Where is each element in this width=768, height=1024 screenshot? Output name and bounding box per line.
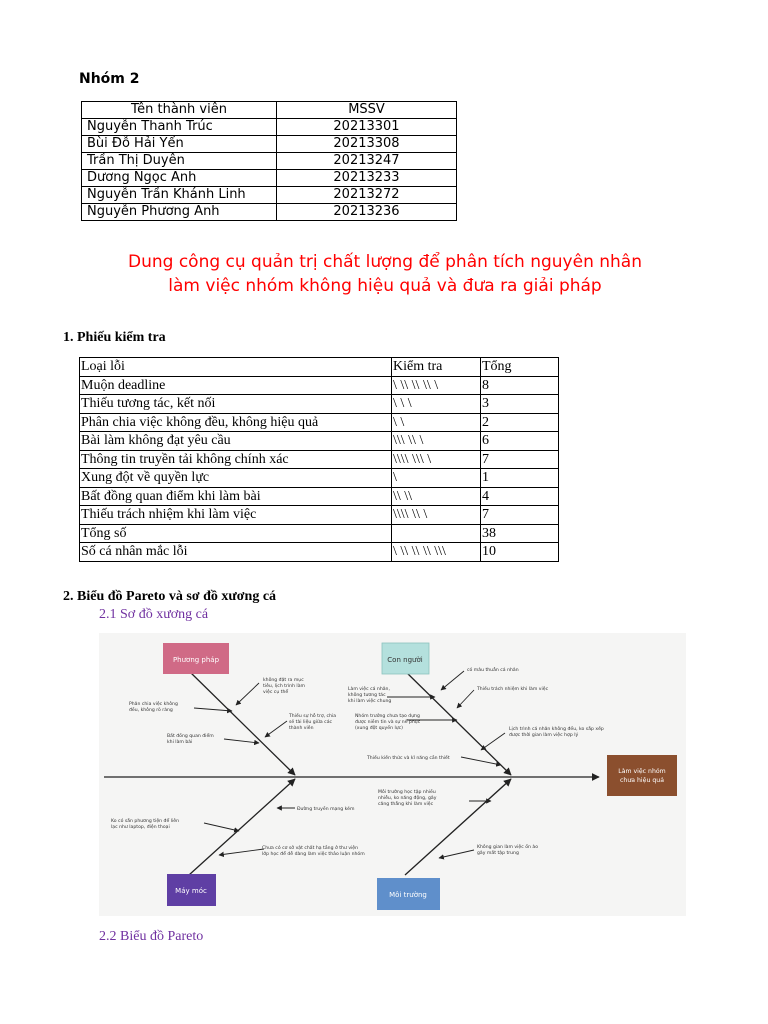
- member-id-cell: 20213272: [277, 187, 457, 204]
- check-sheet-row: [80, 487, 559, 506]
- cause-text-pp1: [263, 676, 306, 695]
- cause-line: Chưa có cơ sở vật chất hạ tầng ở thư viện: [262, 846, 359, 851]
- section-2-heading: 2. Biểu đồ Pareto và sơ đồ xương cá: [63, 589, 277, 604]
- header-cell-name: Tên thành viên: [82, 102, 277, 119]
- cause-line: đều, không rõ ràng: [129, 708, 173, 713]
- arrow-cn5: [481, 733, 505, 750]
- members-header-row: [82, 102, 457, 119]
- member-row: [82, 187, 457, 204]
- arrow-cn1: [441, 671, 464, 690]
- check-sheet-row: [80, 395, 559, 414]
- check-sheet-row: [80, 432, 559, 451]
- check-sheet-row: [80, 450, 559, 469]
- cause-line: sẻ tài liệu giữa các: [289, 720, 333, 725]
- arrow-pp4: [224, 739, 259, 743]
- error-type-cell: Loại lỗi: [80, 358, 392, 377]
- cause-line: được thời gian làm việc hợp lý: [509, 733, 579, 738]
- check-sheet-table: [79, 357, 559, 562]
- total-cell: 2: [481, 413, 559, 432]
- tally-cell: Kiểm tra: [392, 358, 481, 377]
- error-type-cell: Thiếu trách nhiệm khi làm việc: [80, 506, 392, 525]
- cause-line: được niềm tin và sự nể phục: [355, 720, 421, 725]
- label-moi-truong: Môi trường: [389, 891, 427, 899]
- tally-cell: \\\\ \\ \: [392, 506, 481, 525]
- header-cell-id: MSSV: [277, 102, 457, 119]
- tally-cell: \ \\ \\ \\ \: [392, 376, 481, 395]
- cause-text-mt1: [378, 787, 437, 807]
- cause-line: nhiễu, ko năng động, gây: [378, 796, 437, 801]
- error-type-cell: Thông tin truyền tải không chính xác: [80, 450, 392, 469]
- tally-cell: \\\\ \\\ \: [392, 450, 481, 469]
- cause-line: không đặt ra mục: [263, 678, 304, 683]
- cause-text-cn4: [355, 712, 421, 731]
- cause-line: gây mất tập trung: [477, 851, 519, 856]
- member-id-cell: 20213247: [277, 153, 457, 170]
- member-id-cell: 20213301: [277, 119, 457, 136]
- main-title: Dung công cụ quản trị chất lượng để phân tích nguyên nhân làm việc nhóm không hiệu quả và đưa ra giải pháp: [127, 252, 642, 296]
- cause-line: căng thẳng khi làm việc: [378, 802, 434, 807]
- cause-text-mm2: [111, 817, 179, 830]
- label-may-moc: Máy móc: [175, 887, 207, 895]
- arrow-pp1: [236, 683, 259, 705]
- cause-line: Thiếu trách nhiệm khi làm việc: [477, 687, 549, 692]
- effect-head-line: chưa hiệu quả: [620, 777, 664, 784]
- cause-line: Phân chia việc không: [129, 702, 178, 707]
- member-row: [82, 170, 457, 187]
- cause-text-cn1: [467, 666, 519, 673]
- cause-line: Đường truyền mạng kém: [297, 807, 355, 812]
- member-name-cell: Bùi Đỗ Hải Yến: [82, 136, 277, 153]
- cause-line: Ko có sẵn phương tiện để liên: [111, 819, 180, 824]
- cause-text-mm1: [297, 804, 355, 812]
- member-id-cell: 20213233: [277, 170, 457, 187]
- tally-cell: \ \ \: [392, 395, 481, 414]
- cause-line: có mâu thuẫn cá nhân: [467, 668, 519, 673]
- cause-line: thành viên: [289, 726, 314, 731]
- cause-line: lạc như laptop, điện thoại: [111, 825, 170, 830]
- check-sheet-row: [80, 376, 559, 395]
- member-name-cell: Nguyễn Thanh Trúc: [82, 119, 277, 136]
- cause-line: Làm việc cá nhân,: [348, 687, 390, 692]
- cause-line: khi làm bài: [167, 740, 193, 745]
- cause-line: Bất đồng quan điểm: [167, 734, 214, 739]
- error-type-cell: Số cá nhân mắc lỗi: [80, 543, 392, 562]
- tally-cell: [392, 524, 481, 543]
- total-cell: 7: [481, 450, 559, 469]
- arrow-pp3: [265, 721, 287, 737]
- cause-text-mm3: [262, 843, 365, 857]
- member-id-cell: 20213236: [277, 204, 457, 221]
- tally-cell: \ \\ \\ \\ \\\: [392, 543, 481, 562]
- tally-cell: \\ \\: [392, 487, 481, 506]
- cause-line: việc cụ thể: [263, 690, 289, 695]
- error-type-cell: Thiếu tương tác, kết nối: [80, 395, 392, 414]
- member-name-cell: Dương Ngọc Anh: [82, 170, 277, 187]
- cause-line: không tương tác: [348, 693, 386, 698]
- error-type-cell: Phân chia việc không đều, không hiệu quả: [80, 413, 392, 432]
- cause-line: khi làm việc chung: [348, 699, 392, 704]
- cause-text-pp4: [167, 731, 214, 745]
- cause-text-pp3: [288, 712, 336, 731]
- total-cell: 38: [481, 524, 559, 543]
- label-phuong-phap: Phương pháp: [172, 656, 220, 664]
- check-sheet-row: [80, 524, 559, 543]
- label-con-nguoi: Con người: [387, 656, 423, 664]
- check-sheet-body: [80, 358, 559, 562]
- tally-cell: \\\ \\ \: [392, 432, 481, 451]
- tally-cell: \ \: [392, 413, 481, 432]
- check-sheet-row: [80, 413, 559, 432]
- tally-cell: \: [392, 469, 481, 488]
- total-cell: Tổng: [481, 358, 559, 377]
- cause-text-cn2: [348, 685, 391, 704]
- member-name-cell: Nguyễn Trần Khánh Linh: [82, 187, 277, 204]
- fishbone-svg: [99, 633, 686, 916]
- error-type-cell: Bài làm không đạt yêu cầu: [80, 432, 392, 451]
- total-cell: 8: [481, 376, 559, 395]
- cause-text-cn5: [509, 724, 604, 738]
- arrow-mt2: [439, 850, 474, 858]
- subsection-2-1-heading: 2.1 Sơ đồ xương cá: [99, 607, 209, 622]
- total-cell: 1: [481, 469, 559, 488]
- member-row: [82, 153, 457, 170]
- cause-line: Thiếu sự hỗ trợ, chia: [289, 714, 337, 719]
- cause-text-mt2: [477, 842, 538, 856]
- bone-may-moc: [189, 779, 295, 875]
- error-type-cell: Xung đột về quyền lực: [80, 469, 392, 488]
- cause-line: Không gian làm việc ồn ào: [477, 845, 539, 850]
- error-type-cell: Muộn deadline: [80, 376, 392, 395]
- arrow-mm3: [219, 849, 264, 855]
- check-sheet-row: [80, 543, 559, 562]
- error-type-cell: Bất đồng quan điểm khi làm bài: [80, 487, 392, 506]
- check-sheet-header-row: [80, 358, 559, 377]
- box-effect-head: [607, 755, 677, 796]
- arrow-cn3: [457, 690, 474, 708]
- total-cell: 7: [481, 506, 559, 525]
- fishbone-diagram: [99, 633, 686, 916]
- subsection-2-2-heading: 2.2 Biểu đồ Pareto: [99, 929, 204, 944]
- total-cell: 3: [481, 395, 559, 414]
- arrow-mm2: [204, 823, 239, 831]
- member-row: [82, 136, 457, 153]
- member-name-cell: Nguyễn Phương Anh: [82, 204, 277, 221]
- member-name-cell: Trần Thị Duyên: [82, 153, 277, 170]
- member-row: [82, 119, 457, 136]
- cause-text-pp2: [129, 700, 178, 713]
- cause-line: Lịch trình cá nhân không đều, ko sắp xếp: [509, 727, 604, 732]
- member-id-cell: 20213308: [277, 136, 457, 153]
- section-1-heading: 1. Phiếu kiểm tra: [63, 330, 166, 345]
- check-sheet-row: [80, 506, 559, 525]
- error-type-cell: Tổng số: [80, 524, 392, 543]
- effect-head-line: Làm việc nhóm: [618, 768, 666, 775]
- total-cell: 10: [481, 543, 559, 562]
- cause-line: Nhóm trưởng chưa tạo dựng: [355, 714, 420, 719]
- cause-line: (xung đột quyền lực): [355, 726, 403, 731]
- cause-line: lớp học để dễ dàng làm việc thảo luận nhóm: [262, 852, 365, 857]
- cause-text-cn3: [476, 685, 549, 692]
- members-table: [81, 101, 457, 221]
- cause-line: Môi trường học tập nhiều: [378, 790, 436, 795]
- cause-line: Thiếu kiến thức và kĩ năng cần thiết: [367, 756, 450, 761]
- members-table-body: [82, 102, 457, 221]
- cause-text-cn6: [366, 753, 450, 761]
- arrow-cn6: [461, 757, 501, 765]
- fishbone-cause-texts: [111, 666, 604, 857]
- check-sheet-row: [80, 469, 559, 488]
- member-row: [82, 204, 457, 221]
- total-cell: 6: [481, 432, 559, 451]
- cause-line: tiêu, lịch trình làm: [263, 684, 306, 689]
- total-cell: 4: [481, 487, 559, 506]
- group-title: Nhóm 2: [79, 71, 140, 87]
